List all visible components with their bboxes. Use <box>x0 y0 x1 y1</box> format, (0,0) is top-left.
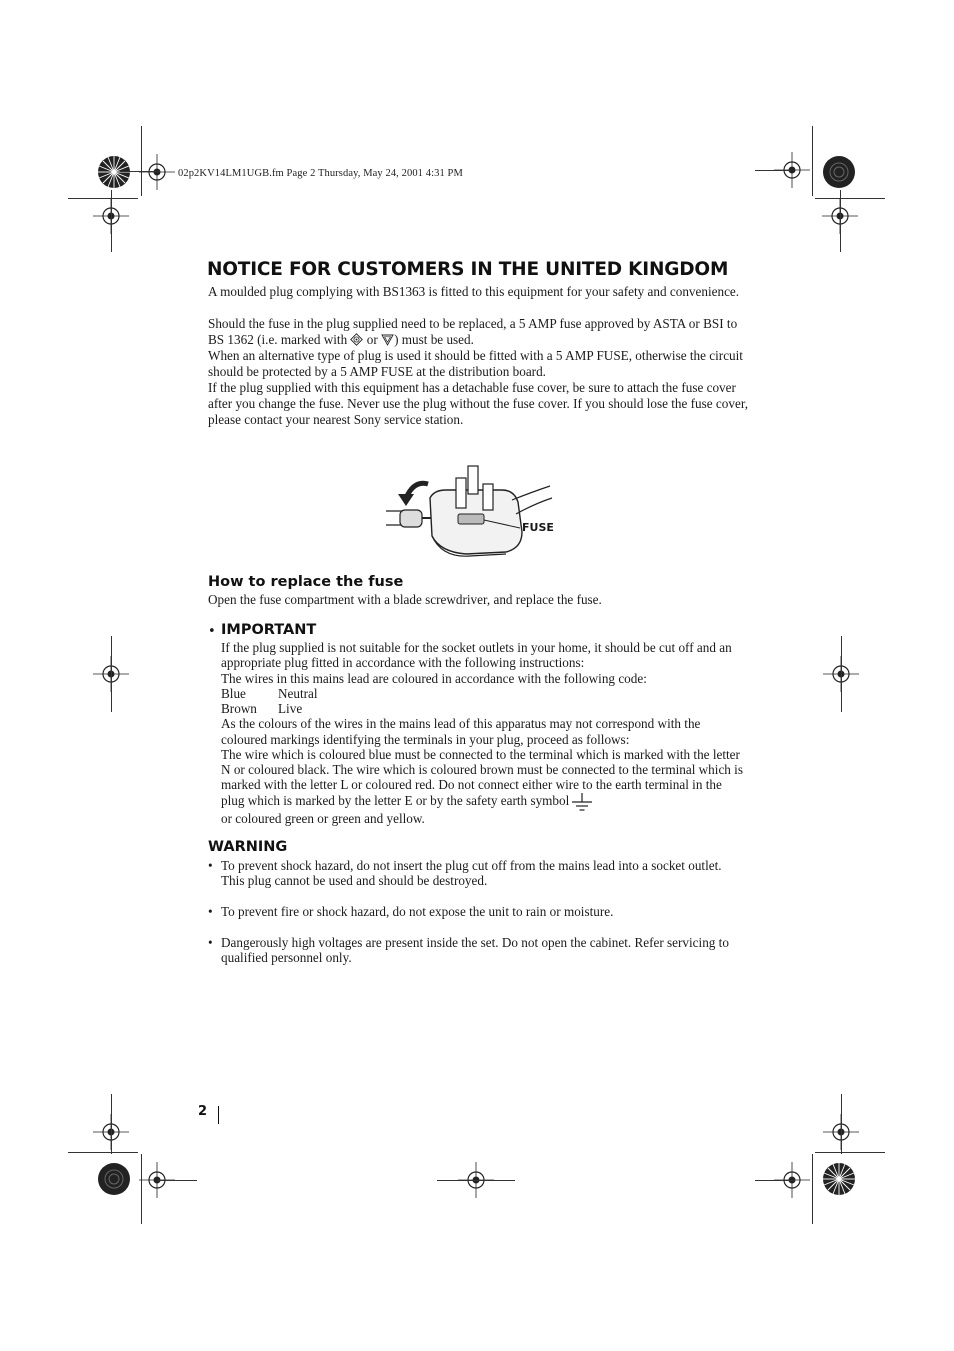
notice-paragraph: A moulded plug complying with BS1363 is fitted to this equipment for your safety and convenience. <box>208 284 740 299</box>
wire-code-row <box>221 701 748 716</box>
crop-line <box>841 1094 842 1154</box>
starburst-mark <box>822 155 856 189</box>
crop-line <box>120 171 160 172</box>
registration-crosshair-icon <box>139 154 175 190</box>
wire-colour: Brown <box>221 701 257 716</box>
replace-fuse-text: Open the fuse compartment with a blade screwdriver, and replace the fuse. <box>208 592 602 607</box>
important-heading: IMPORTANT <box>221 622 317 638</box>
notice-text: or <box>363 332 382 348</box>
crop-line <box>841 636 842 712</box>
wire-code-row <box>221 686 748 701</box>
important-text-part: The wire which is coloured blue must be connected to the terminal which is marked with the letter N or coloured black. The wire which is coloured brown must be connected to the terminal which is marked with the letter L or coloured red. Do not connect either wire to the earth terminal in the plug which is marked by the letter E or by the safety earth symbol <box>221 746 743 808</box>
important-text: or coloured green or green and yellow. <box>221 810 425 826</box>
wire-colour: Blue <box>221 685 246 701</box>
crop-line <box>111 1094 112 1154</box>
plug-illustration <box>384 462 556 558</box>
warning-heading: WARNING <box>208 839 288 855</box>
earth-symbol-icon <box>571 793 593 811</box>
notice-text: ) must be used. <box>394 332 474 348</box>
file-info-header: 02p2KV14LM1UGB.fm Page 2 Thursday, May 24, 2001 4:31 PM <box>178 168 463 179</box>
bullet: • <box>208 858 213 873</box>
crop-line <box>157 1180 197 1181</box>
crop-line <box>812 1154 813 1224</box>
page-number-separator <box>218 1106 219 1124</box>
important-text: As the colours of the wires in the mains lead of this apparatus may not correspond with the coloured markings identifying the terminals in your plug, proceed as follows: <box>221 716 701 747</box>
wire-meaning: Neutral <box>278 685 318 701</box>
crop-line <box>111 636 112 712</box>
fuse-label: FUSE <box>522 521 554 534</box>
important-text: If the plug supplied is not suitable for the socket outlets in your home, it should be cut off and an appropriate plug fitted in accordance with the following instructions: <box>221 640 732 671</box>
notice-paragraph: When an alternative type of plug is used it should be fitted with a 5 AMP FUSE, otherwise the circuit should be protected by a 5 AMP FUSE at the distribution board. <box>208 348 743 380</box>
important-text <box>221 747 748 811</box>
crop-line <box>755 170 791 171</box>
bullet: • <box>208 624 216 639</box>
crop-line <box>437 1180 515 1181</box>
important-body <box>221 640 748 826</box>
starburst-mark <box>97 155 131 189</box>
bullet: • <box>208 904 213 919</box>
crop-line <box>812 126 813 196</box>
crop-line <box>840 190 841 252</box>
important-heading-row <box>208 622 317 640</box>
plug-fuse-figure <box>384 462 556 563</box>
warning-text: Dangerously high voltages are present inside the set. Do not open the cabinet. Refer servicing to qualified personnel only. <box>221 935 729 966</box>
notice-text: Should the fuse in the plug supplied need to be replaced, a 5 AMP fuse approved by ASTA or BSI to BS 1362 (i.e. marked with <box>208 316 738 348</box>
asta-mark-icon <box>381 333 394 346</box>
notice-paragraph <box>208 316 748 348</box>
crop-line <box>111 190 112 252</box>
crop-line <box>755 1180 795 1181</box>
starburst-mark <box>822 1162 856 1196</box>
warning-text: To prevent fire or shock hazard, do not expose the unit to rain or moisture. <box>221 904 614 919</box>
warning-text: To prevent shock hazard, do not insert the plug cut off from the mains lead into a socket outlet. This plug cannot be used and should be destroyed. <box>221 858 722 889</box>
starburst-mark <box>97 1162 131 1196</box>
crop-line <box>815 1152 885 1153</box>
bullet: • <box>208 935 213 950</box>
replace-fuse-heading: How to replace the fuse <box>208 574 404 590</box>
page-title: NOTICE FOR CUSTOMERS IN THE UNITED KINGDOM <box>207 259 729 280</box>
wire-meaning: Live <box>278 701 303 716</box>
crop-line <box>68 1152 138 1153</box>
notice-paragraph: If the plug supplied with this equipment has a detachable fuse cover, be sure to attach the fuse cover after you change the fuse. Never use the plug without the fuse cover. If you should lose the fuse cover, please contact your nearest Sony service station. <box>208 380 748 428</box>
bsi-kitemark-icon <box>350 333 363 346</box>
page-number: 2 <box>198 1104 208 1119</box>
important-text: The wires in this mains lead are coloured in accordance with the following code: <box>221 670 647 686</box>
